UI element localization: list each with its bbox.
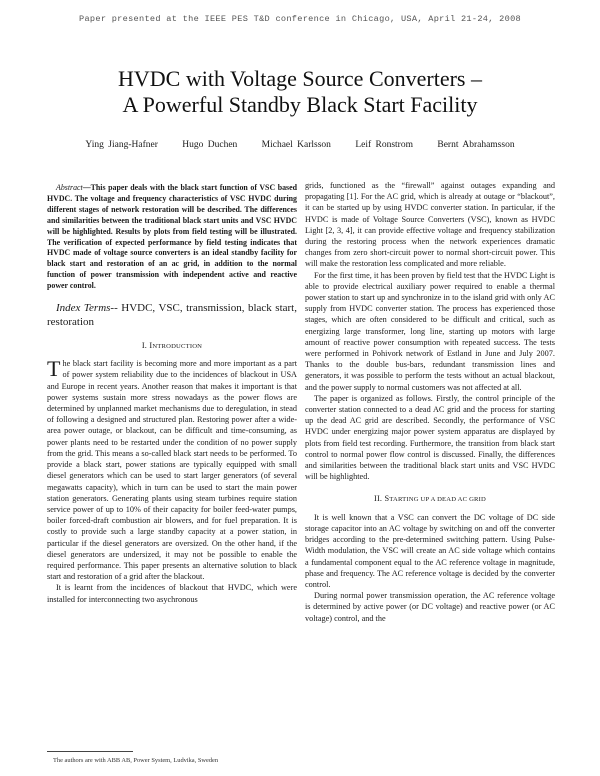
section-heading-introduction: I. INTRODUCTION: [141, 341, 203, 351]
author: Hugo Duchen: [182, 140, 238, 150]
footnote: The authors are with ABB AB, Power System, Ludvika, Sweden: [53, 757, 219, 764]
author: Michael Karlsson: [261, 140, 331, 150]
abstract-text: —This paper deals with the black start function of VSC based HVDC. The voltage and frequency characteristics of VSC HVDC during different stages of network restoration will be described. The differences and similarities between the traditional black start units and VSC HVDC will be highlighted. Results by plots from field testing will be illustrated. The verification of expected performance by field testing indicates that HVDC made of voltage source converters is an ideal standby facility for black start and restoration of an ac grid, in addition to the normal function of power transmission with independent active and reactive power control.: [47, 183, 297, 291]
intro-continued: grids, functioned as the “firewall” against outages expanding and propagating [1]. For the AC grid, which is already at outage or “blackout”, it can be started up by using HVDC converter station. In particular, if the HVDC is made of Voltage Source Converters (VSC), known as HVDC Light [2, 3, 4], it can provide effective voltage and frequency stabilization during the restoring process when the network experiences dramatic changes from zero short-circuit power to normal short-circuit power. This will make the restoration less complicated and more reliable.: [305, 181, 555, 269]
left-column: [47, 183, 297, 605]
section-heading-starting-up: II. STARTING UP A DEAD AC GRID: [373, 494, 486, 504]
organization-paragraph: The paper is organized as follows. Firstly, the control principle of the converter station connected to a dead AC grid and the process for starting up the dead AC grid are described. Secondly, the performance of VSC HVDC under energizing major power system apparatus are displayed by plots from field test recording. Furthermore, the transition from black start control to normal power flow control is discussed. Finally, the differences and similarities between the traditional black start units and VSC HVDC will be highlighted.: [305, 393, 555, 482]
author: Leif Ronstrom: [355, 140, 413, 150]
intro-paragraph: The black start facility is becoming more and more important as a part of power system reliability due to the incidences of blackout in USA and Europe in recent years. Another reason that makes it important is that power systems sustain more stress nowadays as the power flows are determined by unplanned market mechanisms due to deregulation, in stead of following a designed and structured plan. Restoring power after a wide-area power outage, or blackout, can be difficult and time-consuming, as power plants need to be restarted under the condition of no power supply from the grid. This means a so-called black start needs to be performed. To provide a black start, power stations are typically equipped with small diesel generators which can be used to start larger generators (of several megawatts capacity), which in turn can be used to start the main power station generators. Generating plants using steam turbines require station service power of up to 10% of their capacity for boiler feed-water pumps, boiler forced-draft combustion air blowers, and for fuel preparation. It is costly to provide such a large standby capacity at a power station, in particular if the diesel generators are oversized. On the other hand, if the diesel generators are undersized, it may not be possible to enable the required performance. This paper presents an alternative solution to black start and restoration of a grid after the blackout.: [47, 356, 297, 582]
field-test-paragraph: For the first time, it has been proven by field test that the HVDC Light is able to provide electrical auxiliary power required to enable a thermal power station to start up and synchronize in to the island grid with only AC supply from HVDC converter station. The process has experienced those stages, which are often considered to be difficult and critical, such as energizing large transformer, long line, starting up motors with large amount of reactive power consumption with repeated success. The tests were performed in Pohivork network of Estland in June and July 2007. Thanks to the double bus-bars, redundant transmission lines and generators, it was possible to perform the tests without an actual blackout, and the power supply to normal customers was not affected at all.: [305, 270, 555, 392]
index-terms-lead: Index Terms: [56, 302, 111, 315]
title-line-2: A Powerful Standby Black Start Facility: [122, 92, 478, 117]
abstract: [47, 183, 297, 292]
intro-paragraph-2: It is learnt from the incidences of blackout that HVDC, which were installed for interconnecting two asychronous: [47, 583, 297, 604]
section2-paragraph: It is well known that a VSC can convert the DC voltage of DC side storage capacitor into an AC voltage by switching on and off the converter bridges according to the pre-determined switching pattern. Using Pulse-Width modulation, the VSC will create an AC side voltage which contains a fundamental component equal to the AC reference voltage in magnitude, phase and frequency. The AC reference voltage is decided by the converter control.: [305, 512, 555, 589]
section2-paragraph-2: During normal power transmission operation, the AC reference voltage is determined by active power (or DC voltage) and reactive power (or AC voltage) control, and the: [305, 591, 555, 623]
conference-header: Paper presented at the IEEE PES T&D conference in Chicago, USA, April 21-24, 2008: [78, 14, 522, 24]
footnote-rule: [47, 751, 133, 752]
index-terms: [47, 301, 297, 329]
title-line-1: HVDC with Voltage Source Converters –: [118, 66, 482, 91]
author: Bernt Abrahamsson: [437, 140, 515, 150]
paper-title: [0, 66, 600, 118]
index-terms-text: -- HVDC, VSC, transmission, black start, restoration: [47, 302, 297, 329]
author: Ying Jiang-Hafner: [85, 140, 158, 150]
abstract-lead: Abstract: [56, 183, 83, 192]
author-list: [0, 140, 600, 150]
drop-cap: T: [47, 356, 61, 382]
right-column: [305, 180, 555, 624]
